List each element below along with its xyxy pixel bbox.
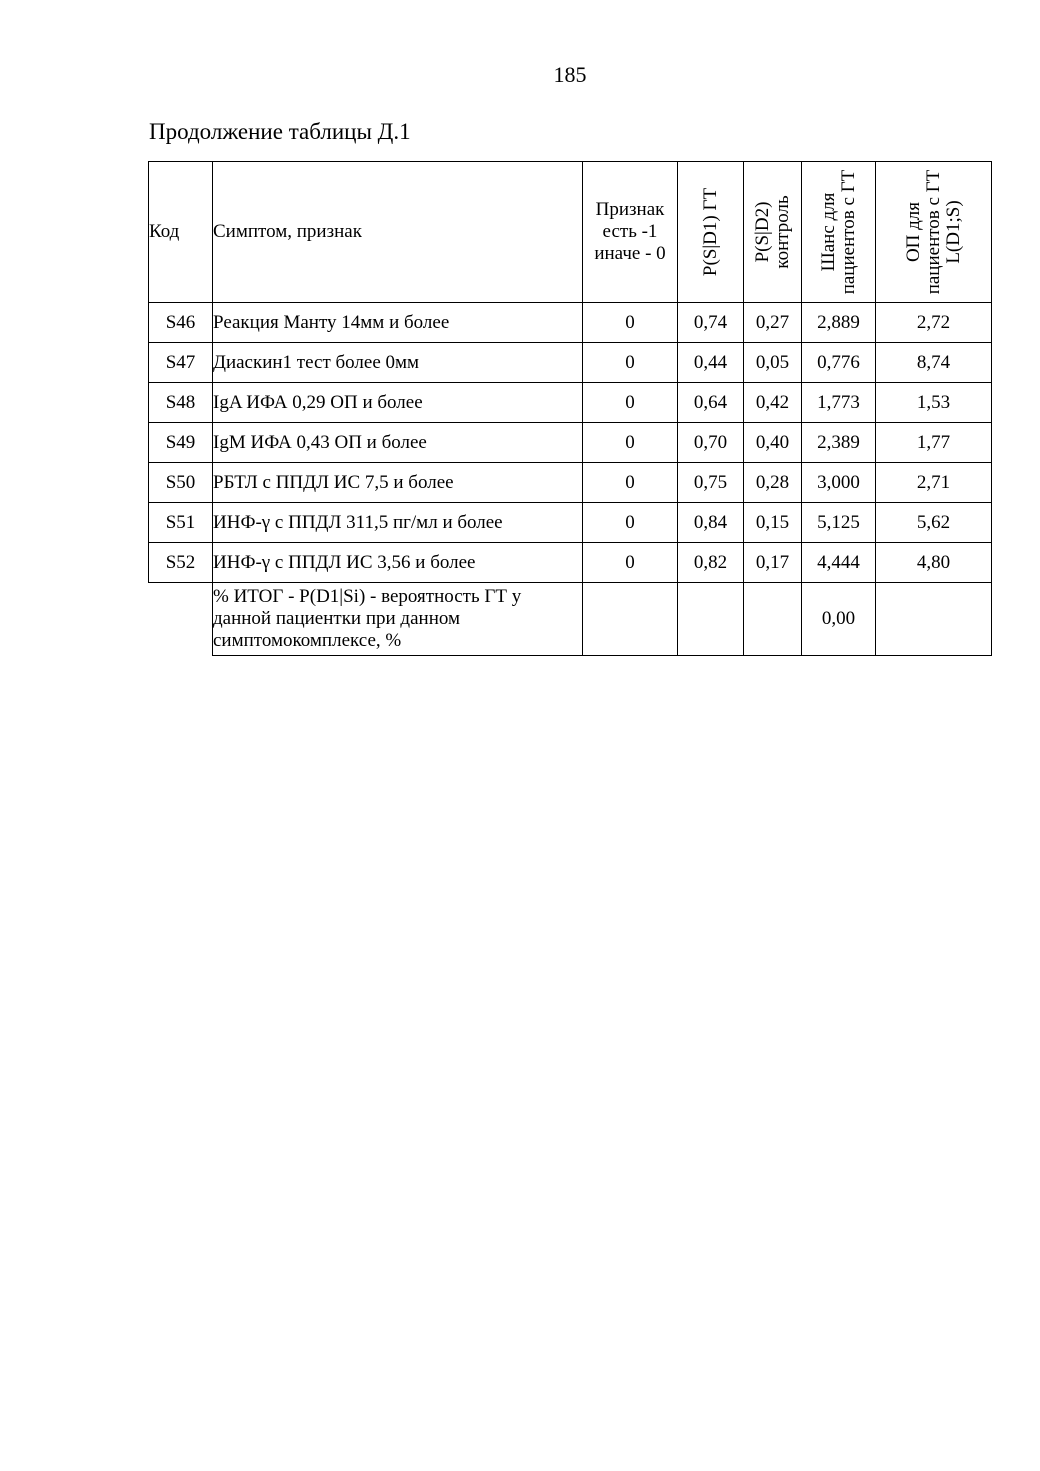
row-odds: 2,889: [802, 303, 876, 343]
row-p-d2: 0,15: [744, 503, 802, 543]
total-op-cell: [876, 583, 992, 656]
row-code: S46: [149, 303, 213, 343]
row-symptom: РБТЛ с ППДЛ ИС 7,5 и более: [213, 463, 583, 503]
row-odds: 4,444: [802, 543, 876, 583]
header-sign: [583, 162, 678, 303]
total-label: % ИТОГ - P(D1|Si) - вероятность ГТ у данной пациентки при данном симптомокомплексе, %: [213, 583, 583, 656]
row-p-d1: 0,84: [678, 503, 744, 543]
row-symptom: Диаскин1 тест более 0мм: [213, 343, 583, 383]
header-odds-text: Шанс для пациентов с ГТ: [817, 169, 859, 295]
header-code: Код: [149, 162, 213, 303]
header-odds: [802, 162, 876, 303]
row-sign: 0: [583, 303, 678, 343]
row-sign: 0: [583, 343, 678, 383]
row-sign: 0: [583, 423, 678, 463]
symptom-table: [148, 161, 992, 656]
row-op: 1,77: [876, 423, 992, 463]
row-sign: 0: [583, 543, 678, 583]
row-op: 8,74: [876, 343, 992, 383]
row-p-d2: 0,05: [744, 343, 802, 383]
row-p-d1: 0,64: [678, 383, 744, 423]
header-p-d2-text: P(S|D2) контроль: [751, 195, 793, 269]
table-caption: Продолжение таблицы Д.1: [149, 119, 411, 144]
row-op: 2,72: [876, 303, 992, 343]
total-row: [149, 583, 992, 656]
header-op-text: ОП для пациентов с ГТ L(D1;S): [902, 169, 964, 295]
row-odds: 2,389: [802, 423, 876, 463]
row-symptom: IgA ИФА 0,29 ОП и более: [213, 383, 583, 423]
page-number: 185: [553, 62, 587, 87]
row-op: 4,80: [876, 543, 992, 583]
table-row: [149, 543, 992, 583]
row-odds: 5,125: [802, 503, 876, 543]
total-p-d2-cell: [744, 583, 802, 656]
row-op: 2,71: [876, 463, 992, 503]
row-code: S52: [149, 543, 213, 583]
row-p-d1: 0,74: [678, 303, 744, 343]
row-p-d2: 0,28: [744, 463, 802, 503]
row-p-d2: 0,40: [744, 423, 802, 463]
row-odds: 1,773: [802, 383, 876, 423]
table-row: [149, 463, 992, 503]
table-row: [149, 503, 992, 543]
row-op: 1,53: [876, 383, 992, 423]
row-code: S47: [149, 343, 213, 383]
row-sign: 0: [583, 383, 678, 423]
row-code: S48: [149, 383, 213, 423]
header-p-d1-text: P(S|D1) ГТ: [699, 187, 721, 277]
row-odds: 3,000: [802, 463, 876, 503]
total-empty-cell: [149, 583, 213, 656]
row-code: S50: [149, 463, 213, 503]
table-row: [149, 343, 992, 383]
total-sign-cell: [583, 583, 678, 656]
row-symptom: IgM ИФА 0,43 ОП и более: [213, 423, 583, 463]
header-p-d2: [744, 162, 802, 303]
row-odds: 0,776: [802, 343, 876, 383]
table-row: [149, 303, 992, 343]
row-symptom: ИНФ-γ с ППДЛ 311,5 пг/мл и более: [213, 503, 583, 543]
row-sign: 0: [583, 503, 678, 543]
table-row: [149, 383, 992, 423]
header-sign-text: Признак есть -1 иначе - 0: [594, 199, 666, 264]
row-p-d2: 0,27: [744, 303, 802, 343]
total-p-d1-cell: [678, 583, 744, 656]
table-row: [149, 423, 992, 463]
row-p-d1: 0,70: [678, 423, 744, 463]
row-p-d1: 0,44: [678, 343, 744, 383]
row-code: S51: [149, 503, 213, 543]
header-p-d1: [678, 162, 744, 303]
row-p-d2: 0,17: [744, 543, 802, 583]
row-p-d1: 0,75: [678, 463, 744, 503]
header-op: [876, 162, 992, 303]
row-symptom: Реакция Манту 14мм и более: [213, 303, 583, 343]
row-p-d1: 0,82: [678, 543, 744, 583]
header-symptom: Симптом, признак: [213, 162, 583, 303]
row-sign: 0: [583, 463, 678, 503]
row-symptom: ИНФ-γ с ППДЛ ИС 3,56 и более: [213, 543, 583, 583]
row-op: 5,62: [876, 503, 992, 543]
total-odds: 0,00: [802, 583, 876, 656]
table-header-row: [149, 162, 992, 303]
row-p-d2: 0,42: [744, 383, 802, 423]
row-code: S49: [149, 423, 213, 463]
